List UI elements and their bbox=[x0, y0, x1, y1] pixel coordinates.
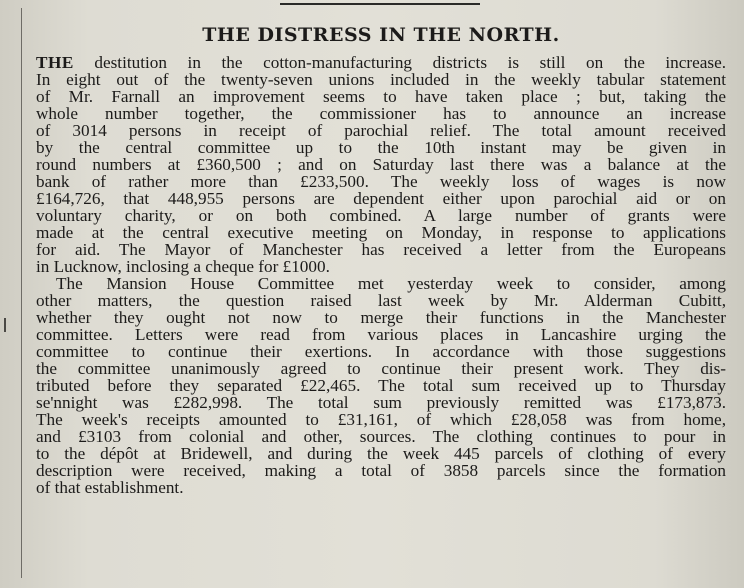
paragraph-line: to the dépôt at Bridewell, and during the week 445 parcels of clothing of every bbox=[36, 444, 726, 463]
paragraph-1 bbox=[36, 54, 726, 275]
paragraph-line: bank of rather more than £233,500. The weekly loss of wages is now bbox=[36, 172, 726, 191]
article bbox=[36, 22, 726, 496]
paragraph-line: for aid. The Mayor of Manchester has received a letter from the Europeans bbox=[36, 240, 726, 259]
lead-word: THE bbox=[36, 53, 74, 72]
paragraph-line: other matters, the question raised last week by Mr. Alderman Cubitt, bbox=[36, 291, 726, 310]
paragraph-line: and £3103 from colonial and other, sources. The clothing continues to pour in bbox=[36, 427, 726, 446]
top-rule bbox=[280, 3, 480, 5]
paragraph-2 bbox=[36, 275, 726, 496]
paragraph-line: in Lucknow, inclosing a cheque for £1000. bbox=[36, 257, 330, 276]
paragraph-line: made at the central executive meeting on Monday, in response to applications bbox=[36, 223, 726, 242]
paragraph-line: se'nnight was £282,998. The total sum previously remitted was £173,873. bbox=[36, 393, 726, 412]
margin-mark bbox=[4, 318, 6, 332]
column-rule bbox=[21, 8, 22, 578]
paragraph-line: tributed before they separated £22,465. The total sum received up to Thursday bbox=[36, 376, 726, 395]
paragraph-line: by the central committee up to the 10th instant may be given in bbox=[36, 138, 726, 157]
paragraph-line: of Mr. Farnall an improvement seems to have taken place ; but, taking the bbox=[36, 87, 726, 106]
article-title: THE DISTRESS IN THE NORTH. bbox=[202, 24, 560, 46]
paragraph-line: In eight out of the twenty-seven unions included in the weekly tabular statement bbox=[36, 70, 726, 89]
paragraph-line: committee to continue their exertions. In accordance with those suggestions bbox=[36, 342, 726, 361]
paragraph-line: The week's receipts amounted to £31,161, of which £28,058 was from home, bbox=[36, 410, 726, 429]
paragraph-line: whether they ought not now to merge their functions in the Manchester bbox=[36, 308, 726, 327]
paragraph-line: committee. Letters were read from various places in Lancashire urging the bbox=[36, 325, 726, 344]
paragraph-line: description were received, making a total of 3858 parcels since the formation bbox=[36, 461, 726, 480]
paragraph-line: of that establishment. bbox=[36, 478, 184, 497]
paragraph-line: £164,726, that 448,955 persons are dependent either upon parochial aid or on bbox=[36, 189, 726, 208]
paragraph-line: of 3014 persons in receipt of parochial relief. The total amount received bbox=[36, 121, 726, 140]
paragraph-line: round numbers at £360,500 ; and on Saturday last there was a balance at the bbox=[36, 155, 726, 174]
paragraph-line: voluntary charity, or on both combined. A large number of grants were bbox=[36, 206, 726, 225]
paragraph-line: whole number together, the commissioner has to announce an increase bbox=[36, 104, 726, 123]
paragraph-line: The Mansion House Committee met yesterday week to consider, among bbox=[56, 274, 726, 293]
paragraph-line: THE destitution in the cotton-manufacturing districts is still on the increase. bbox=[36, 53, 727, 72]
paragraph-line: the committee unanimously agreed to continue their present work. They dis- bbox=[36, 359, 726, 378]
